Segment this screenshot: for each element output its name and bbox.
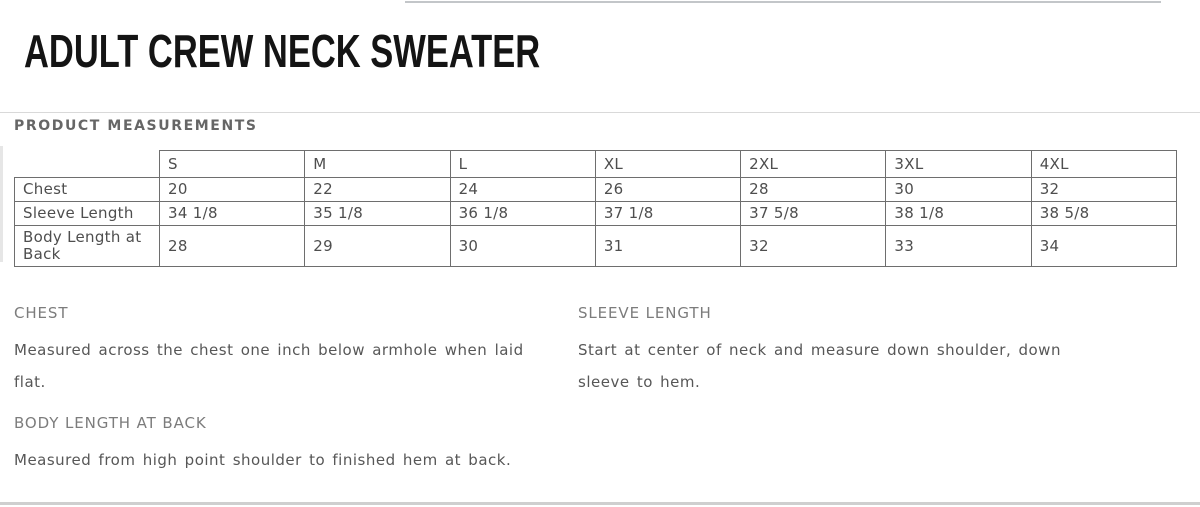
measurement-cell: 37 5/8 <box>741 202 886 226</box>
table-row-chest <box>15 178 1177 202</box>
measurement-cell: 24 <box>450 178 595 202</box>
size-header-row <box>15 151 1177 178</box>
row-label: Body Length at Back <box>15 226 160 267</box>
left-edge-artifact <box>0 146 3 262</box>
measurement-cell: 30 <box>450 226 595 267</box>
measurement-cell: 28 <box>741 178 886 202</box>
definition-text: Measured from high point shoulder to finished hem at back. <box>14 451 512 469</box>
table-row-body-length <box>15 226 1177 267</box>
measurement-cell: 30 <box>886 178 1031 202</box>
definition-heading: BODY LENGTH AT BACK <box>14 414 207 432</box>
definition-text: Measured across the chest one inch below armhole when laid flat. <box>14 341 524 391</box>
table-row-sleeve-length <box>15 202 1177 226</box>
bottom-edge-divider <box>0 502 1200 505</box>
measurement-cell: 33 <box>886 226 1031 267</box>
size-column-header: 4XL <box>1031 151 1176 178</box>
size-column-header: L <box>450 151 595 178</box>
table-corner-cell <box>15 151 160 178</box>
measurement-cell: 38 5/8 <box>1031 202 1176 226</box>
definition-sleeve-length <box>578 304 1115 398</box>
measurement-cell: 32 <box>1031 178 1176 202</box>
measurement-cell: 22 <box>305 178 450 202</box>
measurement-cell: 32 <box>741 226 886 267</box>
measurement-cell: 37 1/8 <box>595 202 740 226</box>
definition-heading: CHEST <box>14 304 69 322</box>
row-label: Chest <box>15 178 160 202</box>
measurement-cell: 31 <box>595 226 740 267</box>
title-divider <box>0 112 1200 113</box>
row-label: Sleeve Length <box>15 202 160 226</box>
measurement-cell: 35 1/8 <box>305 202 450 226</box>
measurement-cell: 38 1/8 <box>886 202 1031 226</box>
size-column-header: S <box>160 151 305 178</box>
size-column-header: 3XL <box>886 151 1031 178</box>
definition-body-length-at-back <box>14 414 574 476</box>
measurement-cell: 36 1/8 <box>450 202 595 226</box>
measurement-cell: 26 <box>595 178 740 202</box>
page-title: ADULT CREW NECK SWEATER <box>24 25 541 77</box>
product-measurements-table <box>14 150 1177 267</box>
measurement-cell: 29 <box>305 226 450 267</box>
size-column-header: M <box>305 151 450 178</box>
definition-heading: SLEEVE LENGTH <box>578 304 712 322</box>
measurement-cell: 20 <box>160 178 305 202</box>
size-column-header: XL <box>595 151 740 178</box>
measurement-cell: 34 1/8 <box>160 202 305 226</box>
top-edge-divider <box>405 1 1161 3</box>
size-column-header: 2XL <box>741 151 886 178</box>
definition-text: Start at center of neck and measure down shoulder, down sleeve to hem. <box>578 341 1061 391</box>
definition-chest <box>14 304 559 398</box>
measurement-cell: 34 <box>1031 226 1176 267</box>
measurement-cell: 28 <box>160 226 305 267</box>
section-heading: PRODUCT MEASUREMENTS <box>14 118 258 134</box>
